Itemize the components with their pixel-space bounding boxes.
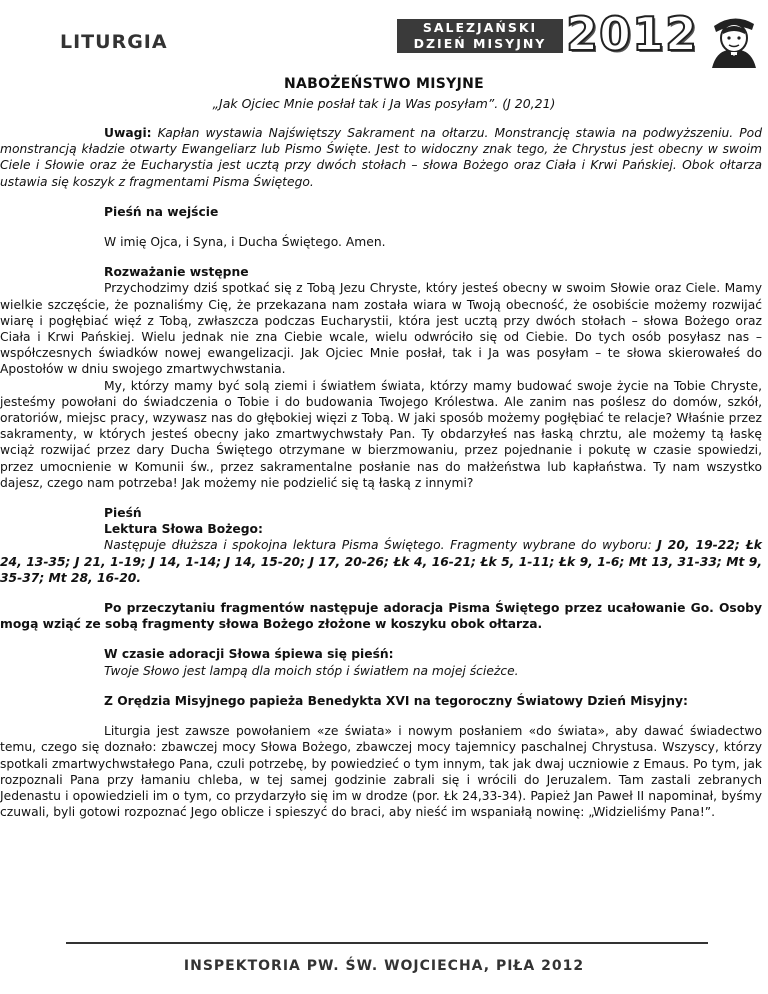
portrait-icon bbox=[708, 10, 760, 68]
reflection-heading: Rozważanie wstępne bbox=[104, 265, 249, 280]
reading-song-heading: Pieśń bbox=[104, 506, 142, 521]
page-footer: INSPEKTORIA PW. ŚW. WOJCIECHA, PIŁA 2012 bbox=[183, 958, 585, 974]
reflection-paragraph-1: Przychodzimy dziś spotkać się z Tobą Jezu Chryste, który jesteś obecny w swoim Słowie oraz Ciele. Mamy wielkie szczęście, że poznaliśmy Cię, że przekazana nam została wiara w Twoją obecność, że osobiście możemy rozwijać wiarę i pogłębiać więź z Tobą, zwłaszcza podczas Eucharystii, która jest ucztą przy dwóch stołach – słowa Bożego oraz Ciała i Krwi Pańskiej. Wielu jednak nie zna Ciebie wcale, wielu odwróciło się od Ciebie. Do tych osób posyłasz nas – współczesnych świadków nowej ewangelizacji. Jak Ojciec Mnie posłał, tak i Ja was posyłam – te słowa skierowałeś do Apostołów w dniu swojego zmartwychwstania. bbox=[0, 281, 762, 377]
adoration-paragraph: Po przeczytaniu fragmentów następuje adoracja Pisma Świętego przez ucałowanie Go. Osoby mogą wziąć ze sobą fragmenty słowa Bożego złożone w koszyku obok ołtarza. bbox=[0, 601, 762, 632]
message-paragraph: Liturgia jest zawsze powołaniem «ze świata» i nowym posłaniem «do świata», aby dawać świadectwo temu, czego się doznało: zbawczej mocy Słowa Bożego, zbawczej mocy tajemnicy paschalnej Chrystusa. Wszyscy, którzy spotkali zmartwychwstałego Pana, czuli potrzebę, by powiedzieć o tym innym, tak jak dwaj uczniowie z Emaus. Po tym, jak rozpoznali Pana przy łamaniu chleba, w tej samej godzinie zabrali się i wrócili do Jeruzalem. Tam zastali zebranych Jedenastu i opowiedzieli im o tym, co przydarzyło się im w drodze (por. Łk 24,33-34). Papież Jan Paweł II napominał, byśmy czuwali, byli gotowi rozpoznać Jego oblicze i spieszyć do braci, aby nieść im wspaniałą nowinę: „Widzieliśmy Pana!”. bbox=[0, 724, 762, 820]
notes-paragraph bbox=[0, 125, 768, 190]
reflection-paragraph-2: My, którzy mamy być solą ziemi i światłem świata, którzy mamy budować swoje życie na Tobie Chryste, jesteśmy powołani do świadczenia o Tobie i do budowania Twojego Królestwa. Ale zanim nas poślesz do domów, szkół, oratoriów, miejsc pracy, wzywasz nas do głębokiej więzi z Tobą. W jaki sposób możemy pogłębiać te relacje? Właśnie przez sakramenty, w których jesteś obecny jako zmartwychwstały Pan. Ty obdarzyłeś nas łaską chrztu, ale możemy tą łaskę wciąż rozwijać przez dary Ducha Świętego otrzymane w bierzmowaniu, przez pojednanie i pokutę w czasie spowiedzi, przez umocnienie w Komunii św., przez sakramentalne posłanie nas do małżeństwa lub kapłaństwa. Ty nam wszystko dajesz, czego nam potrzeba! Jak możemy nie podzielić się tą łaską z innymi? bbox=[0, 378, 762, 490]
adoration-song-text: Twoje Słowo jest lampą dla moich stóp i światłem na mojej ścieżce. bbox=[104, 663, 519, 678]
event-badge-line2: DZIEŃ MISYJNY bbox=[413, 36, 547, 51]
adoration-song-heading: W czasie adoracji Słowa śpiewa się pieśń: bbox=[104, 647, 394, 662]
reading-references: J 20, 19-22; Łk 24, 13-35; J 21, 1-19; J 14, 1-14; J 14, 15-20; J 17, 20-26; Łk 4, 16-21; Łk 5, 1-11; Łk 9, 1-6; Mt 13, 31-33; Mt 9, 35-37; Mt 28, 16-20. bbox=[0, 538, 762, 585]
page-header bbox=[0, 0, 768, 70]
section-label: LITURGIA bbox=[60, 31, 168, 53]
reading-heading: Lektura Słowa Bożego: bbox=[104, 522, 263, 537]
message-heading: Z Orędzia Misyjnego papieża Benedykta XVI na tegoroczny Światowy Dzień Misyjny: bbox=[104, 693, 688, 708]
event-badge bbox=[397, 19, 563, 53]
page-subtitle: „Jak Ojciec Mnie posłał tak i Ja Was posyłam”. (J 20,21) bbox=[212, 96, 556, 111]
reading-paragraph bbox=[0, 537, 768, 586]
event-badge-line1: SALEZJAŃSKI bbox=[422, 20, 538, 35]
event-year: 2012 bbox=[566, 7, 699, 61]
entrance-song-heading: Pieśń na wejście bbox=[104, 204, 219, 219]
notes-text: Kapłan wystawia Najświętszy Sakrament na ołtarzu. Monstrancję stawia na podwyższeniu. Pod monstrancją kładzie otwarty Ewangeliarz lub Pismo Święte. Jest to widoczny znak tego, że Chrystus jest obecny w swoim Ciele i Słowie oraz że Eucharystia jest ucztą przy dwóch stołach – słowa Bożego oraz Ciała i Krwi Pańskiej. Obok ołtarza ustawia się koszyk z fragmentami Pisma Świętego. bbox=[0, 126, 762, 189]
page-title: NABOŻEŃSTWO MISYJNE bbox=[284, 76, 484, 92]
footer-divider bbox=[66, 942, 708, 944]
notes-label: Uwagi: bbox=[104, 126, 152, 140]
document-body bbox=[0, 70, 768, 820]
sign-of-cross: W imię Ojca, i Syna, i Ducha Świętego. Amen. bbox=[104, 235, 386, 250]
reading-intro: Następuje dłuższa i spokojna lektura Pisma Świętego. Fragmenty wybrane do wyboru: bbox=[104, 538, 658, 553]
